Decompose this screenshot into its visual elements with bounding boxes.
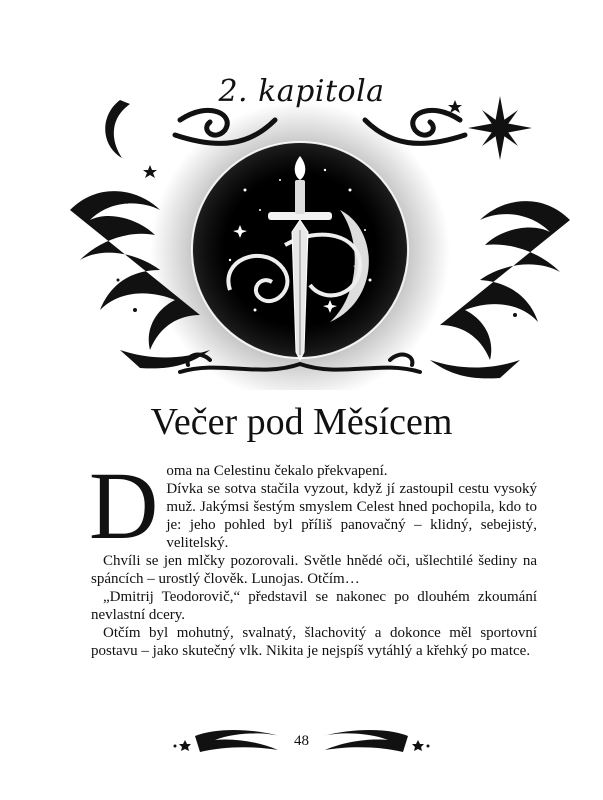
drop-cap: D [89,452,159,559]
right-flourish [430,201,570,378]
paragraph: Otčím byl mohutný, svalnatý, šlachovitý a dokonce měl sportovní postavu – jako skutečný vlk. Nikita je nejspíš vytáhlý a křehký po matce. [91,625,537,659]
page-number: 48 [294,733,309,749]
paragraph: Dívka se sotva stačila vyzout, když jí zastoupil cestu vysoký muž. Jakýmsi šestým smyslem Celest hned pochopila, kdo to je: jeho pohled byl příliš panovačný – klidný, sebejistý, velitelský. [166,481,537,551]
paragraph: Chvíli se jen mlčky pozorovali. Světle hnědé oči, ušlechtilé šediny na spáncích – urostlý člověk. Lunojas. Otčím… [91,553,537,587]
paragraph: „Dmitrij Teodorovič,“ představil se nakonec po dlouhém zkoumání nevlastní dcery. [91,589,537,623]
paragraph: oma na Celestinu čekalo překvapení. [166,463,388,479]
chapter-body [89,452,537,660]
chapter-title: Večer pod Měsícem [150,401,453,443]
chapter-header-illustration [60,60,580,390]
chapter-label: 2. kapitola [218,74,385,109]
